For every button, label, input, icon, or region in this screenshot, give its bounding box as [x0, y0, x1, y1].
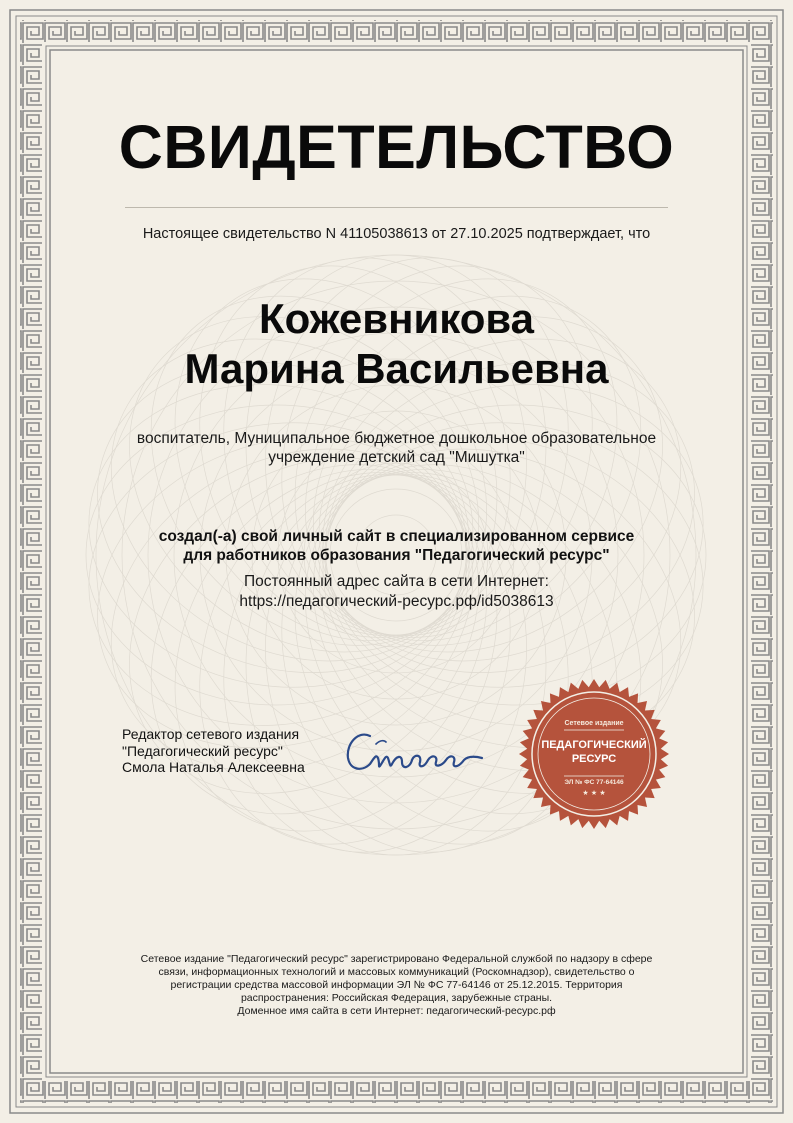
- achievement-line: для работников образования "Педагогический ресурс": [183, 547, 610, 564]
- position-line: учреждение детский сад "Мишутка": [268, 449, 525, 466]
- registration-footer: [110, 953, 683, 1018]
- recipient-given-names: Марина Васильевна: [184, 345, 609, 392]
- site-address-label: Постоянный адрес сайта в сети Интернет:: [244, 573, 549, 590]
- editor-block: [122, 726, 305, 776]
- certificate-title: СВИДЕТЕЛЬСТВО: [118, 113, 675, 181]
- achievement-line: создал(-а) свой личный сайт в специализированном сервисе: [158, 528, 635, 545]
- seal-reg-text: ЭЛ № ФС 77-64146: [564, 779, 624, 786]
- publication-seal: [518, 678, 670, 830]
- site-address-url[interactable]: https://педагогический-ресурс.рф/id5038613: [239, 592, 554, 610]
- position-line: воспитатель, Муниципальное бюджетное дошкольное образовательное: [136, 430, 657, 447]
- editor-title: Редактор сетевого издания: [122, 726, 300, 742]
- site-address: [100, 572, 693, 611]
- certificate-intro: Настоящее свидетельство N 41105038613 от 27.10.2025 подтверждает, что: [142, 226, 651, 242]
- seal-stars: ★ ★ ★: [582, 789, 606, 797]
- seal-main-line2: РЕСУРС: [571, 753, 617, 765]
- seal-top-text: Сетевое издание: [564, 720, 624, 727]
- editor-signature: [340, 718, 500, 788]
- title-divider: [125, 207, 668, 208]
- seal-main-line1: ПЕДАГОГИЧЕСКИЙ: [541, 739, 647, 751]
- recipient-position: [100, 429, 693, 467]
- recipient-name: [0, 294, 793, 394]
- footer-line: связи, информационных технологий и массовых коммуникаций (Роскомнадзор), свидетельство о: [158, 966, 635, 978]
- editor-publication: "Педагогический ресурс": [122, 742, 283, 759]
- footer-line: распространения: Российская Федерация, зарубежные страны.: [240, 992, 553, 1004]
- achievement-statement: [100, 527, 693, 565]
- footer-line: регистрации средства массовой информации ЭЛ № ФС 77-64146 от 25.12.2015. Территория: [170, 979, 623, 991]
- recipient-surname: Кожевникова: [258, 295, 535, 342]
- footer-line: Доменное имя сайта в сети Интернет: педагогический-ресурс.рф: [237, 1005, 556, 1017]
- editor-name: Смола Наталья Алексеевна: [122, 759, 305, 775]
- footer-line: Сетевое издание "Педагогический ресурс" зарегистрировано Федеральной службой по надзору в сфере: [140, 953, 653, 965]
